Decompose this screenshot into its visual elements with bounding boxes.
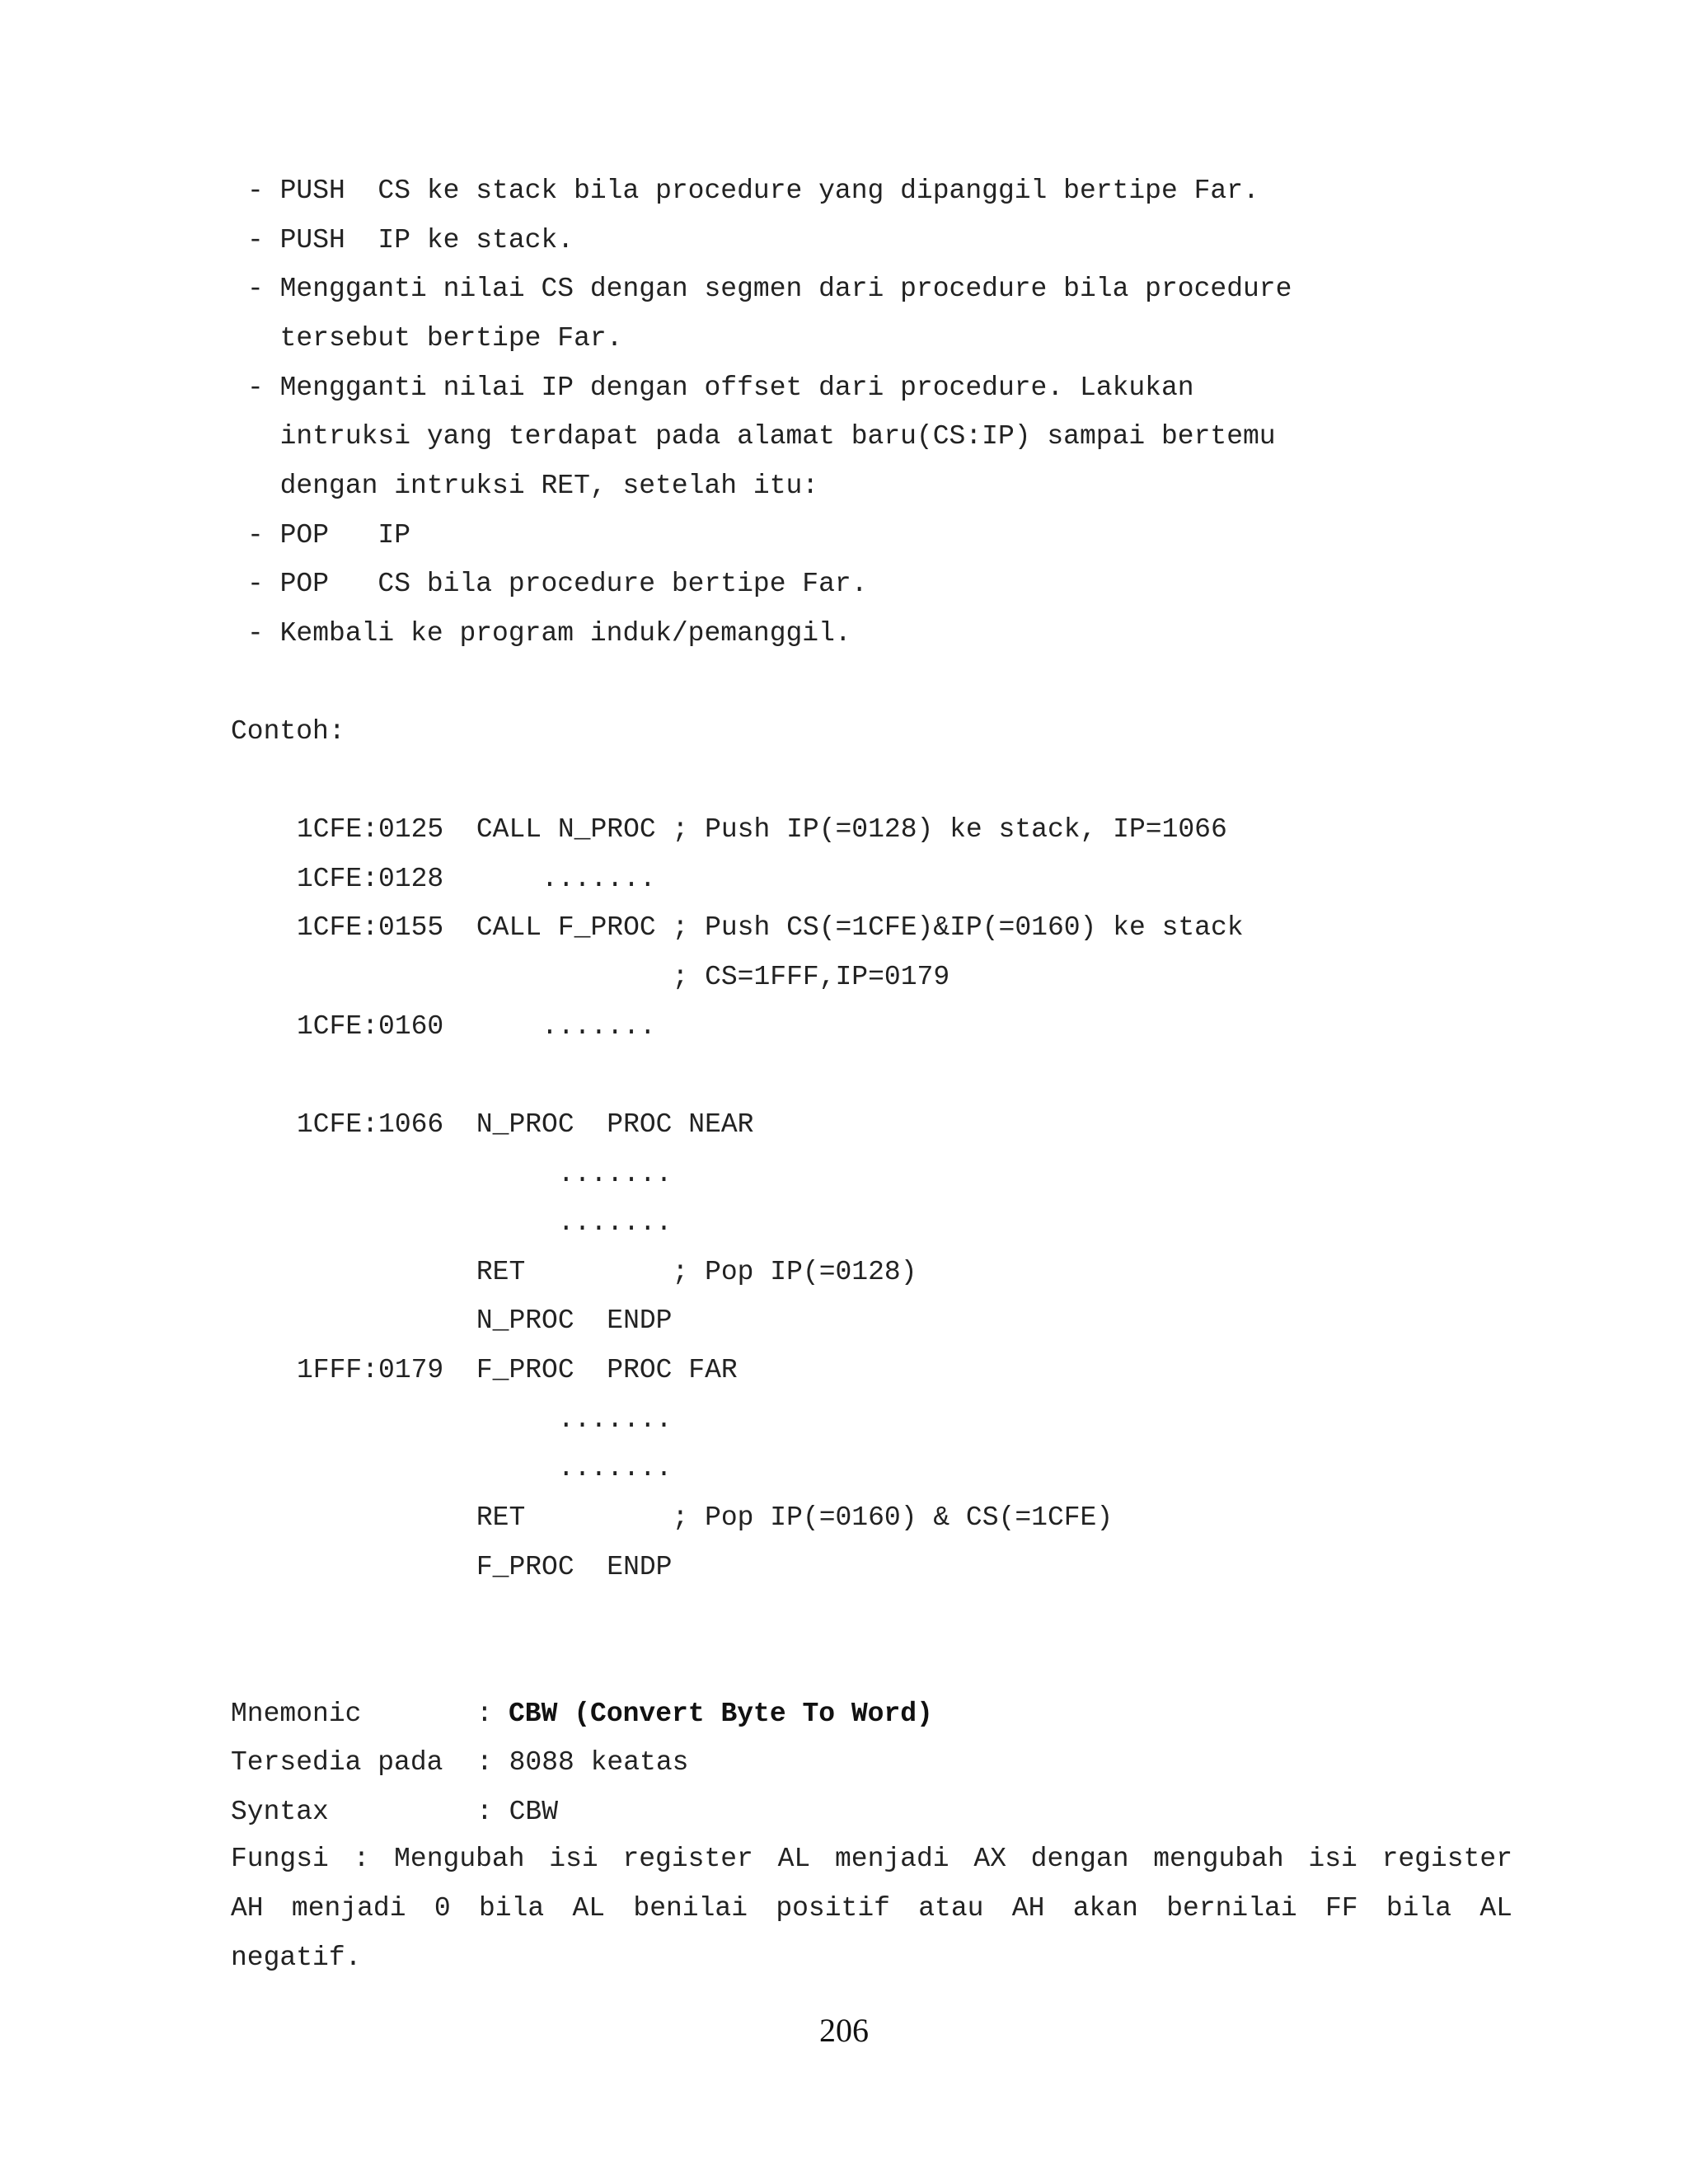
bullet-line: - Mengganti nilai CS dengan segmen dari procedure bila procedure <box>247 274 1292 304</box>
page-number: 206 <box>819 2012 869 2049</box>
code-line: N_PROC ENDP <box>297 1305 673 1336</box>
code-line: ....... <box>297 1207 673 1238</box>
example-label: Contoh: <box>231 716 345 747</box>
code-line: ....... <box>297 1404 673 1435</box>
syntax-label: Syntax <box>231 1797 329 1827</box>
bullet-line: - Kembali ke program induk/pemanggil. <box>247 618 851 649</box>
bullet-line: - POP CS bila procedure bertipe Far. <box>247 569 868 599</box>
mnemonic-value: CBW (Convert Byte To Word) <box>509 1699 933 1729</box>
bullet-line: - POP IP <box>247 520 411 551</box>
code-line: ; CS=1FFF,IP=0179 <box>297 962 950 992</box>
bullet-line: - PUSH CS ke stack bila procedure yang dipanggil bertipe Far. <box>247 176 1259 206</box>
bullet-line: intruksi yang terdapat pada alamat baru(CS:IP) sampai bertemu <box>247 421 1276 452</box>
code-line: RET ; Pop IP(=0160) & CS(=1CFE) <box>297 1502 1114 1533</box>
code-line: ....... <box>297 1159 673 1189</box>
code-line: 1CFE:0128 ....... <box>297 864 656 894</box>
available-value: : 8088 keatas <box>476 1747 689 1778</box>
bullet-line: - Mengganti nilai IP dengan offset dari procedure. Lakukan <box>247 373 1194 403</box>
code-line: ....... <box>297 1453 673 1483</box>
bullet-line: tersebut bertipe Far. <box>247 323 623 354</box>
mnemonic-label: Mnemonic <box>231 1699 362 1729</box>
code-line: RET ; Pop IP(=0128) <box>297 1257 917 1287</box>
code-line: 1CFE:0155 CALL F_PROC ; Push CS(=1CFE)&IP(=0160) ke stack <box>297 912 1244 943</box>
syntax-value: : CBW <box>476 1797 559 1827</box>
code-line: F_PROC ENDP <box>297 1552 673 1582</box>
code-line: 1CFE:0125 CALL N_PROC ; Push IP(=0128) ke stack, IP=1066 <box>297 814 1227 845</box>
function-description: Fungsi : Mengubah isi register AL menjadi AX dengan mengubah isi register AH menjadi 0 bila AL benilai positif atau AH akan bernilai FF bila AL negatif. <box>231 1844 1512 1973</box>
code-line: 1CFE:1066 N_PROC PROC NEAR <box>297 1109 754 1140</box>
mnemonic-separator: : <box>476 1699 493 1729</box>
code-line: 1CFE:0160 ....... <box>297 1011 656 1042</box>
code-line: 1FFF:0179 F_PROC PROC FAR <box>297 1355 738 1385</box>
available-label: Tersedia pada <box>231 1747 443 1778</box>
bullet-line: - PUSH IP ke stack. <box>247 225 574 255</box>
bullet-line: dengan intruksi RET, setelah itu: <box>247 471 819 501</box>
